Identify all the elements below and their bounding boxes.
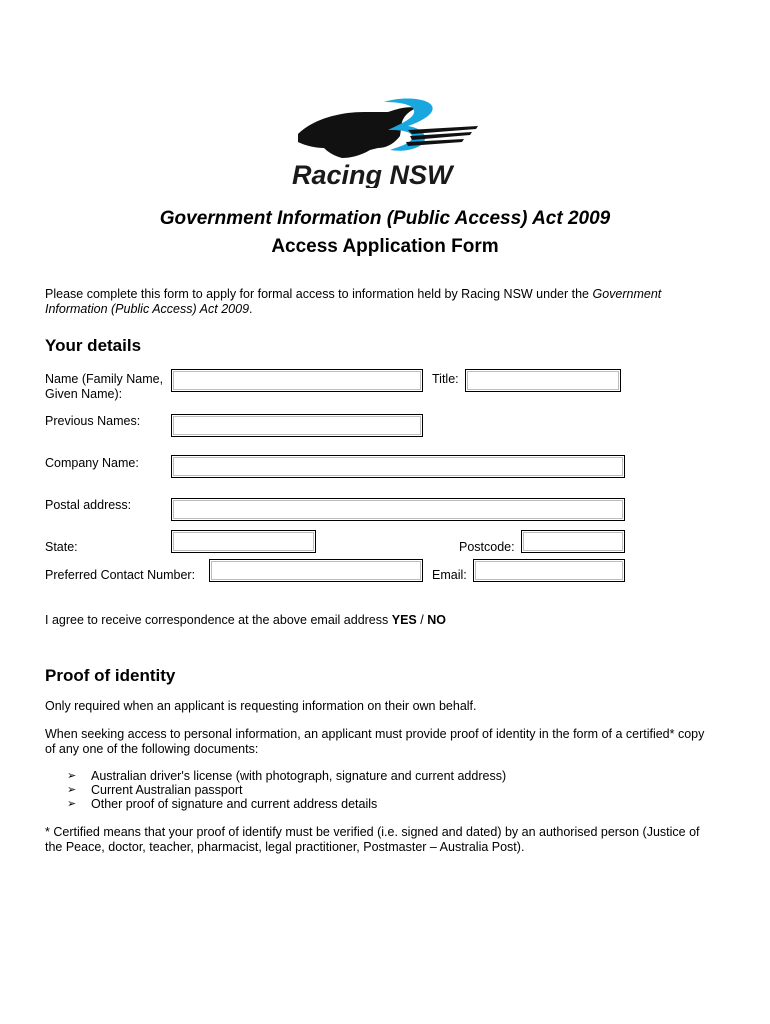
document-list [67, 769, 707, 811]
company-name-label: Company Name: [45, 456, 139, 470]
arrow-bullet-icon: ➢ [67, 784, 77, 796]
company-name-input[interactable] [171, 455, 625, 478]
document-text: Australian driver's license (with photograph, signature and current address) [91, 769, 507, 783]
previous-names-label: Previous Names: [45, 414, 141, 428]
intro-paragraph [45, 287, 725, 317]
contact-number-input[interactable] [209, 559, 423, 582]
document-text: Other proof of signature and current address details [91, 797, 378, 811]
racing-nsw-logo [290, 96, 480, 188]
form-act-title: Government Information (Public Access) Act 2009 [159, 208, 611, 229]
logo-text: Racing NSW [292, 160, 453, 188]
list-item [67, 783, 707, 797]
name-label [45, 372, 163, 402]
email-consent-text: I agree to receive correspondence at the above email address [45, 613, 392, 627]
proof-of-identity-heading: Proof of identity [45, 666, 176, 685]
email-label: Email: [432, 568, 467, 582]
state-input[interactable] [171, 530, 316, 553]
form-title: Access Application Form [271, 236, 499, 257]
certification-footnote: * Certified means that your proof of identify must be verified (i.e. signed and dated) by an authorised person (Justice of the Peace, doctor, teacher, pharmacist, legal practitioner, Postmaster – Australia Post). [45, 825, 700, 854]
state-label: State: [45, 540, 78, 554]
title-label: Title: [432, 372, 459, 386]
arrow-bullet-icon: ➢ [67, 798, 77, 810]
no-option[interactable]: NO [427, 613, 446, 627]
title-input[interactable] [465, 369, 621, 392]
option-separator: / [416, 613, 428, 627]
horse-head-icon [290, 96, 480, 188]
intro-act-name: Government Information (Public Access) Act 2009 [45, 287, 662, 316]
email-consent [45, 613, 446, 628]
postcode-input[interactable] [521, 530, 625, 553]
postal-address-input[interactable] [171, 498, 625, 521]
list-item [67, 797, 707, 811]
proof-paragraph-1: Only required when an applicant is requesting information on their own behalf. [45, 699, 477, 713]
postcode-label: Postcode: [459, 540, 515, 554]
name-label-line1: Name (Family Name, [45, 372, 164, 386]
contact-number-label: Preferred Contact Number: [45, 568, 196, 582]
arrow-bullet-icon: ➢ [67, 770, 77, 782]
yes-option[interactable]: YES [391, 613, 417, 627]
document-text: Current Australian passport [91, 783, 243, 797]
proof-paragraph-2: When seeking access to personal information, an applicant must provide proof of identity in the form of a certified* copy of any one of the following documents: [45, 727, 705, 756]
your-details-heading: Your details [45, 336, 142, 355]
name-label-line2: Given Name): [45, 387, 123, 401]
intro-text: Please complete this form to apply for formal access to information held by Racing NSW under the [45, 287, 593, 301]
intro-period: . [249, 302, 253, 316]
postal-address-label: Postal address: [45, 498, 132, 512]
name-input[interactable] [171, 369, 423, 392]
list-item [67, 769, 707, 783]
previous-names-input[interactable] [171, 414, 423, 437]
email-input[interactable] [473, 559, 625, 582]
